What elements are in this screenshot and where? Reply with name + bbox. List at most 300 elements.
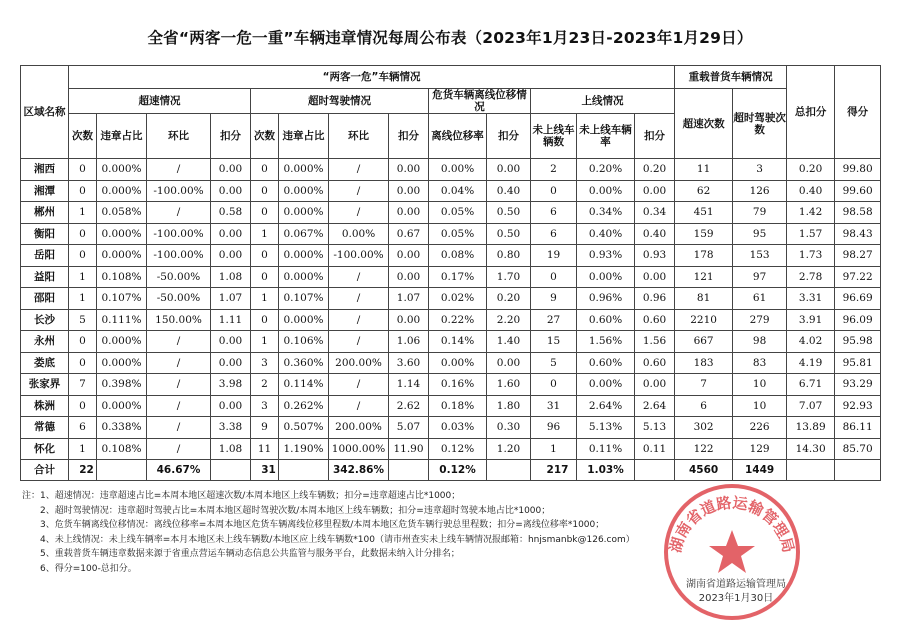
header-deduct: 扣分 <box>211 114 251 159</box>
table-row <box>21 180 881 202</box>
cell-not-online-rate: 5.13% <box>577 417 635 439</box>
cell-score: 95.81 <box>835 352 881 374</box>
cell-region: 邵阳 <box>21 288 69 310</box>
issuer-block <box>636 578 836 606</box>
total-empty <box>279 460 329 481</box>
cell-overtime-rate: 1.190% <box>279 438 329 460</box>
header-group-lkyw: “两客一危”车辆情况 <box>69 66 675 89</box>
cell-overtime-deduct: 1.06 <box>389 331 429 353</box>
table-row <box>21 331 881 353</box>
header-mom: 环比 <box>329 114 389 159</box>
cell-overtime-rate: 0.000% <box>279 159 329 181</box>
cell-overtime-count: 1 <box>251 288 279 310</box>
cell-overtime-deduct: 1.07 <box>389 288 429 310</box>
cell-overspeed-deduct: 0.00 <box>211 223 251 245</box>
cell-heavy-overtime: 83 <box>733 352 787 374</box>
cell-heavy-overspeed: 7 <box>675 374 733 396</box>
cell-overtime-count: 2 <box>251 374 279 396</box>
cell-offline-rate: 0.18% <box>429 395 487 417</box>
table-row <box>21 202 881 224</box>
table-row <box>21 223 881 245</box>
cell-heavy-overtime: 61 <box>733 288 787 310</box>
cell-overspeed-rate: 0.000% <box>97 180 147 202</box>
cell-overtime-rate: 0.507% <box>279 417 329 439</box>
cell-overtime-rate: 0.360% <box>279 352 329 374</box>
cell-heavy-overspeed: 183 <box>675 352 733 374</box>
cell-offline-deduct: 0.40 <box>487 180 531 202</box>
cell-overspeed-rate: 0.000% <box>97 352 147 374</box>
cell-overtime-count: 1 <box>251 331 279 353</box>
cell-overtime-rate: 0.107% <box>279 288 329 310</box>
cell-score: 93.29 <box>835 374 881 396</box>
cell-overspeed-rate: 0.108% <box>97 438 147 460</box>
total-offline-rate: 0.12% <box>429 460 487 481</box>
cell-offline-deduct: 1.80 <box>487 395 531 417</box>
cell-online-deduct: 0.11 <box>635 438 675 460</box>
cell-total-deduct: 1.42 <box>787 202 835 224</box>
cell-total-deduct: 3.91 <box>787 309 835 331</box>
page-title: 全省“两客一危一重”车辆违章情况每周公布表（2023年1月23日-2023年1月29日） <box>147 29 753 47</box>
cell-overspeed-count: 0 <box>69 352 97 374</box>
cell-heavy-overtime: 98 <box>733 331 787 353</box>
cell-heavy-overspeed: 302 <box>675 417 733 439</box>
cell-heavy-overspeed: 178 <box>675 245 733 267</box>
cell-overtime-rate: 0.000% <box>279 202 329 224</box>
cell-total-deduct: 4.19 <box>787 352 835 374</box>
cell-not-online-rate: 2.64% <box>577 395 635 417</box>
cell-not-online-rate: 0.00% <box>577 180 635 202</box>
cell-overtime-mom: / <box>329 266 389 288</box>
cell-heavy-overspeed: 11 <box>675 159 733 181</box>
cell-offline-rate: 0.14% <box>429 331 487 353</box>
cell-overspeed-mom: / <box>147 438 211 460</box>
cell-region: 株洲 <box>21 395 69 417</box>
cell-offline-deduct: 1.20 <box>487 438 531 460</box>
cell-heavy-overtime: 153 <box>733 245 787 267</box>
cell-overtime-rate: 0.106% <box>279 331 329 353</box>
cell-overspeed-deduct: 1.08 <box>211 266 251 288</box>
cell-offline-rate: 0.05% <box>429 202 487 224</box>
total-empty <box>487 460 531 481</box>
cell-overspeed-mom: -100.00% <box>147 245 211 267</box>
cell-heavy-overspeed: 159 <box>675 223 733 245</box>
cell-overtime-rate: 0.262% <box>279 395 329 417</box>
cell-overspeed-count: 0 <box>69 180 97 202</box>
cell-not-online-count: 15 <box>531 331 577 353</box>
header-deduct: 扣分 <box>389 114 429 159</box>
header-overspeed: 超速情况 <box>69 89 251 114</box>
table-row <box>21 438 881 460</box>
cell-offline-deduct: 1.70 <box>487 266 531 288</box>
header-heavy-overtime: 超时驾驶次数 <box>733 89 787 159</box>
cell-online-deduct: 2.64 <box>635 395 675 417</box>
table-row <box>21 266 881 288</box>
cell-not-online-rate: 0.11% <box>577 438 635 460</box>
cell-offline-rate: 0.16% <box>429 374 487 396</box>
table-row <box>21 374 881 396</box>
header-deduct: 扣分 <box>487 114 531 159</box>
cell-overspeed-rate: 0.338% <box>97 417 147 439</box>
cell-overspeed-count: 0 <box>69 245 97 267</box>
cell-not-online-rate: 0.96% <box>577 288 635 310</box>
cell-overspeed-deduct: 3.98 <box>211 374 251 396</box>
cell-heavy-overtime: 95 <box>733 223 787 245</box>
cell-heavy-overspeed: 667 <box>675 331 733 353</box>
total-empty <box>835 460 881 481</box>
cell-heavy-overtime: 3 <box>733 159 787 181</box>
cell-overspeed-mom: / <box>147 159 211 181</box>
cell-heavy-overtime: 126 <box>733 180 787 202</box>
cell-overtime-count: 0 <box>251 180 279 202</box>
issue-date: 2023年1月30日 <box>698 593 774 604</box>
cell-heavy-overspeed: 451 <box>675 202 733 224</box>
cell-total-deduct: 1.57 <box>787 223 835 245</box>
cell-total-deduct: 14.30 <box>787 438 835 460</box>
cell-not-online-count: 6 <box>531 223 577 245</box>
header-online: 上线情况 <box>531 89 675 114</box>
cell-heavy-overtime: 279 <box>733 309 787 331</box>
cell-offline-rate: 0.04% <box>429 180 487 202</box>
cell-overtime-mom: / <box>329 180 389 202</box>
cell-overtime-rate: 0.000% <box>279 180 329 202</box>
cell-overspeed-mom: -50.00% <box>147 288 211 310</box>
cell-overspeed-count: 6 <box>69 417 97 439</box>
cell-overtime-mom: 200.00% <box>329 417 389 439</box>
cell-overspeed-mom: -50.00% <box>147 266 211 288</box>
cell-overtime-deduct: 0.00 <box>389 309 429 331</box>
total-empty <box>97 460 147 481</box>
cell-not-online-count: 27 <box>531 309 577 331</box>
cell-overtime-mom: 1000.00% <box>329 438 389 460</box>
cell-overtime-rate: 0.067% <box>279 223 329 245</box>
cell-heavy-overspeed: 81 <box>675 288 733 310</box>
cell-overspeed-mom: / <box>147 395 211 417</box>
cell-not-online-count: 0 <box>531 180 577 202</box>
cell-overtime-mom: 0.00% <box>329 223 389 245</box>
cell-not-online-count: 19 <box>531 245 577 267</box>
note-line: 注：1、超速情况：违章超速占比=本周本地区超速次数/本周本地区上线车辆数；扣分=违章超速占比*1000； <box>22 491 461 501</box>
cell-total-deduct: 2.78 <box>787 266 835 288</box>
cell-region: 长沙 <box>21 309 69 331</box>
cell-online-deduct: 0.00 <box>635 180 675 202</box>
cell-not-online-count: 5 <box>531 352 577 374</box>
header-rate: 违章占比 <box>97 114 147 159</box>
cell-overtime-deduct: 1.14 <box>389 374 429 396</box>
cell-overspeed-count: 0 <box>69 223 97 245</box>
cell-overtime-mom: / <box>329 331 389 353</box>
cell-score: 99.80 <box>835 159 881 181</box>
cell-not-online-rate: 0.60% <box>577 309 635 331</box>
table-row <box>21 417 881 439</box>
header-deduct: 扣分 <box>635 114 675 159</box>
cell-overtime-mom: -100.00% <box>329 245 389 267</box>
cell-offline-deduct: 2.20 <box>487 309 531 331</box>
violation-table <box>20 65 881 481</box>
cell-overspeed-deduct: 0.00 <box>211 395 251 417</box>
cell-overtime-deduct: 0.00 <box>389 159 429 181</box>
cell-score: 99.60 <box>835 180 881 202</box>
cell-total-deduct: 0.20 <box>787 159 835 181</box>
cell-heavy-overtime: 10 <box>733 374 787 396</box>
header-total-deduct: 总扣分 <box>787 66 835 159</box>
cell-heavy-overtime: 226 <box>733 417 787 439</box>
cell-region: 郴州 <box>21 202 69 224</box>
cell-overtime-rate: 0.000% <box>279 245 329 267</box>
cell-overspeed-count: 1 <box>69 202 97 224</box>
cell-online-deduct: 0.96 <box>635 288 675 310</box>
cell-total-deduct: 7.07 <box>787 395 835 417</box>
cell-not-online-count: 0 <box>531 266 577 288</box>
table-row <box>21 309 881 331</box>
cell-offline-deduct: 1.60 <box>487 374 531 396</box>
cell-total-deduct: 4.02 <box>787 331 835 353</box>
cell-overtime-deduct: 0.00 <box>389 245 429 267</box>
cell-offline-deduct: 0.00 <box>487 159 531 181</box>
cell-region: 湘西 <box>21 159 69 181</box>
cell-region: 衡阳 <box>21 223 69 245</box>
cell-overspeed-deduct: 0.00 <box>211 159 251 181</box>
cell-overspeed-rate: 0.000% <box>97 395 147 417</box>
cell-heavy-overspeed: 121 <box>675 266 733 288</box>
cell-region: 益阳 <box>21 266 69 288</box>
cell-overspeed-deduct: 1.08 <box>211 438 251 460</box>
cell-overtime-count: 0 <box>251 245 279 267</box>
cell-overspeed-deduct: 0.00 <box>211 180 251 202</box>
cell-overspeed-deduct: 0.00 <box>211 352 251 374</box>
cell-total-deduct: 0.40 <box>787 180 835 202</box>
cell-overtime-deduct: 3.60 <box>389 352 429 374</box>
cell-overspeed-mom: / <box>147 331 211 353</box>
cell-heavy-overspeed: 2210 <box>675 309 733 331</box>
cell-heavy-overspeed: 6 <box>675 395 733 417</box>
cell-overspeed-mom: / <box>147 374 211 396</box>
cell-overtime-rate: 0.000% <box>279 309 329 331</box>
total-label: 合计 <box>21 460 69 481</box>
cell-not-online-count: 96 <box>531 417 577 439</box>
cell-score: 97.22 <box>835 266 881 288</box>
cell-overtime-deduct: 5.07 <box>389 417 429 439</box>
cell-heavy-overspeed: 122 <box>675 438 733 460</box>
total-overspeed-mom: 46.67% <box>147 460 211 481</box>
cell-overtime-mom: / <box>329 309 389 331</box>
total-not-online: 217 <box>531 460 577 481</box>
total-overtime-mom: 342.86% <box>329 460 389 481</box>
cell-total-deduct: 13.89 <box>787 417 835 439</box>
table-row <box>21 245 881 267</box>
cell-score: 95.98 <box>835 331 881 353</box>
cell-overtime-deduct: 2.62 <box>389 395 429 417</box>
cell-overspeed-mom: -100.00% <box>147 223 211 245</box>
cell-region: 张家界 <box>21 374 69 396</box>
cell-not-online-count: 1 <box>531 438 577 460</box>
header-rate: 违章占比 <box>279 114 329 159</box>
cell-score: 98.58 <box>835 202 881 224</box>
header-score: 得分 <box>835 66 881 159</box>
cell-overtime-mom: / <box>329 374 389 396</box>
total-not-online-rate: 1.03% <box>577 460 635 481</box>
cell-overtime-mom: / <box>329 288 389 310</box>
cell-not-online-rate: 0.20% <box>577 159 635 181</box>
cell-online-deduct: 0.34 <box>635 202 675 224</box>
header-mom: 环比 <box>147 114 211 159</box>
cell-not-online-count: 9 <box>531 288 577 310</box>
cell-offline-deduct: 0.50 <box>487 223 531 245</box>
cell-overtime-deduct: 0.00 <box>389 266 429 288</box>
cell-score: 98.43 <box>835 223 881 245</box>
cell-overspeed-rate: 0.000% <box>97 331 147 353</box>
cell-overspeed-rate: 0.111% <box>97 309 147 331</box>
cell-overtime-deduct: 0.00 <box>389 202 429 224</box>
cell-overspeed-deduct: 1.11 <box>211 309 251 331</box>
cell-offline-deduct: 0.80 <box>487 245 531 267</box>
cell-region: 怀化 <box>21 438 69 460</box>
cell-not-online-rate: 0.40% <box>577 223 635 245</box>
cell-offline-rate: 0.03% <box>429 417 487 439</box>
note-line: 5、重载普货车辆违章数据来源于省重点营运车辆动态信息公共监管与服务平台，此数据未纳入计分排名； <box>22 549 460 560</box>
cell-online-deduct: 5.13 <box>635 417 675 439</box>
cell-offline-deduct: 0.00 <box>487 352 531 374</box>
cell-overtime-count: 0 <box>251 202 279 224</box>
header-heavy-overspeed: 超速次数 <box>675 89 733 159</box>
cell-heavy-overtime: 79 <box>733 202 787 224</box>
cell-offline-rate: 0.02% <box>429 288 487 310</box>
cell-offline-deduct: 1.40 <box>487 331 531 353</box>
cell-overspeed-deduct: 3.38 <box>211 417 251 439</box>
cell-online-deduct: 1.56 <box>635 331 675 353</box>
header-not-online: 未上线车辆数 <box>531 114 577 159</box>
cell-total-deduct: 6.71 <box>787 374 835 396</box>
cell-score: 96.09 <box>835 309 881 331</box>
cell-overspeed-rate: 0.108% <box>97 266 147 288</box>
total-overtime-count: 31 <box>251 460 279 481</box>
cell-overspeed-mom: 150.00% <box>147 309 211 331</box>
cell-heavy-overtime: 97 <box>733 266 787 288</box>
cell-score: 92.93 <box>835 395 881 417</box>
cell-not-online-count: 31 <box>531 395 577 417</box>
header-offline-rate: 离线位移率 <box>429 114 487 159</box>
cell-overtime-mom: / <box>329 395 389 417</box>
cell-overspeed-count: 0 <box>69 159 97 181</box>
cell-region: 娄底 <box>21 352 69 374</box>
cell-overspeed-mom: / <box>147 417 211 439</box>
cell-total-deduct: 1.73 <box>787 245 835 267</box>
cell-offline-rate: 0.08% <box>429 245 487 267</box>
issuer-name: 湖南省道路运输管理局 <box>686 579 786 590</box>
note-line: 3、危货车辆离线位移情况：离线位移率=本周本地区危货车辆离线位移里程数/本周本地区危货车辆行驶总里程数；扣分=离线位移率*1000； <box>22 520 605 531</box>
cell-not-online-rate: 0.60% <box>577 352 635 374</box>
cell-overtime-count: 1 <box>251 223 279 245</box>
cell-overspeed-deduct: 1.07 <box>211 288 251 310</box>
cell-overtime-mom: / <box>329 159 389 181</box>
cell-heavy-overtime: 129 <box>733 438 787 460</box>
cell-overspeed-count: 5 <box>69 309 97 331</box>
table-row <box>21 395 881 417</box>
cell-overtime-deduct: 11.90 <box>389 438 429 460</box>
header-not-online-rate: 未上线车辆率 <box>577 114 635 159</box>
cell-not-online-count: 6 <box>531 202 577 224</box>
seal-text-path: 湖南省道路运输管理局 <box>666 493 798 555</box>
cell-not-online-count: 2 <box>531 159 577 181</box>
cell-online-deduct: 0.00 <box>635 374 675 396</box>
table-row <box>21 159 881 181</box>
cell-region: 永州 <box>21 331 69 353</box>
cell-offline-deduct: 0.20 <box>487 288 531 310</box>
total-empty <box>389 460 429 481</box>
cell-online-deduct: 0.20 <box>635 159 675 181</box>
header-count: 次数 <box>69 114 97 159</box>
cell-overspeed-count: 7 <box>69 374 97 396</box>
cell-offline-rate: 0.12% <box>429 438 487 460</box>
cell-overtime-count: 0 <box>251 309 279 331</box>
cell-not-online-rate: 0.93% <box>577 245 635 267</box>
total-heavy-overtime: 1449 <box>733 460 787 481</box>
cell-overspeed-rate: 0.000% <box>97 245 147 267</box>
cell-overspeed-rate: 0.107% <box>97 288 147 310</box>
cell-overspeed-rate: 0.000% <box>97 159 147 181</box>
cell-overtime-rate: 0.114% <box>279 374 329 396</box>
cell-score: 98.27 <box>835 245 881 267</box>
cell-offline-rate: 0.00% <box>429 159 487 181</box>
header-count: 次数 <box>251 114 279 159</box>
cell-online-deduct: 0.00 <box>635 266 675 288</box>
cell-overtime-count: 0 <box>251 266 279 288</box>
cell-overspeed-deduct: 0.00 <box>211 331 251 353</box>
header-region: 区域名称 <box>21 66 69 159</box>
header-overtime: 超时驾驶情况 <box>251 89 429 114</box>
note-line: 4、未上线情况：未上线车辆率=本月本地区未上线车辆数/本地区应上线车辆数*100（请市州查实未上线车辆情况报邮箱：hnjsmanbk@126.com） <box>22 534 635 545</box>
cell-heavy-overtime: 10 <box>733 395 787 417</box>
cell-overspeed-count: 1 <box>69 438 97 460</box>
cell-overtime-count: 0 <box>251 159 279 181</box>
cell-online-deduct: 0.40 <box>635 223 675 245</box>
cell-not-online-rate: 1.56% <box>577 331 635 353</box>
cell-overspeed-rate: 0.398% <box>97 374 147 396</box>
cell-overtime-deduct: 0.00 <box>389 180 429 202</box>
cell-overspeed-count: 1 <box>69 266 97 288</box>
cell-overspeed-mom: -100.00% <box>147 180 211 202</box>
cell-offline-rate: 0.00% <box>429 352 487 374</box>
cell-offline-rate: 0.17% <box>429 266 487 288</box>
cell-not-online-rate: 0.00% <box>577 374 635 396</box>
cell-not-online-rate: 0.34% <box>577 202 635 224</box>
cell-overspeed-mom: / <box>147 202 211 224</box>
cell-online-deduct: 0.93 <box>635 245 675 267</box>
cell-overtime-count: 9 <box>251 417 279 439</box>
cell-overspeed-mom: / <box>147 352 211 374</box>
cell-overspeed-count: 0 <box>69 395 97 417</box>
cell-heavy-overspeed: 62 <box>675 180 733 202</box>
cell-overspeed-rate: 0.000% <box>97 223 147 245</box>
header-group-heavy: 重载普货车辆情况 <box>675 66 787 89</box>
header-danger-offline: 危货车辆离线位移情况 <box>429 89 531 114</box>
cell-overtime-count: 11 <box>251 438 279 460</box>
cell-overtime-count: 3 <box>251 395 279 417</box>
seal-star-icon <box>709 530 755 573</box>
cell-overtime-count: 3 <box>251 352 279 374</box>
cell-region: 湘潭 <box>21 180 69 202</box>
table-row <box>21 288 881 310</box>
cell-region: 常德 <box>21 417 69 439</box>
cell-offline-rate: 0.22% <box>429 309 487 331</box>
table-row <box>21 352 881 374</box>
cell-overtime-mom: 200.00% <box>329 352 389 374</box>
cell-online-deduct: 0.60 <box>635 352 675 374</box>
cell-overspeed-rate: 0.058% <box>97 202 147 224</box>
cell-overspeed-deduct: 0.00 <box>211 245 251 267</box>
total-heavy-overspeed: 4560 <box>675 460 733 481</box>
cell-overtime-deduct: 0.67 <box>389 223 429 245</box>
note-line: 2、超时驾驶情况：违章超时驾驶占比=本周本地区超时驾驶次数/本周本地区上线车辆数；扣分=违章超时驾驶本地占比*1000； <box>22 505 551 516</box>
